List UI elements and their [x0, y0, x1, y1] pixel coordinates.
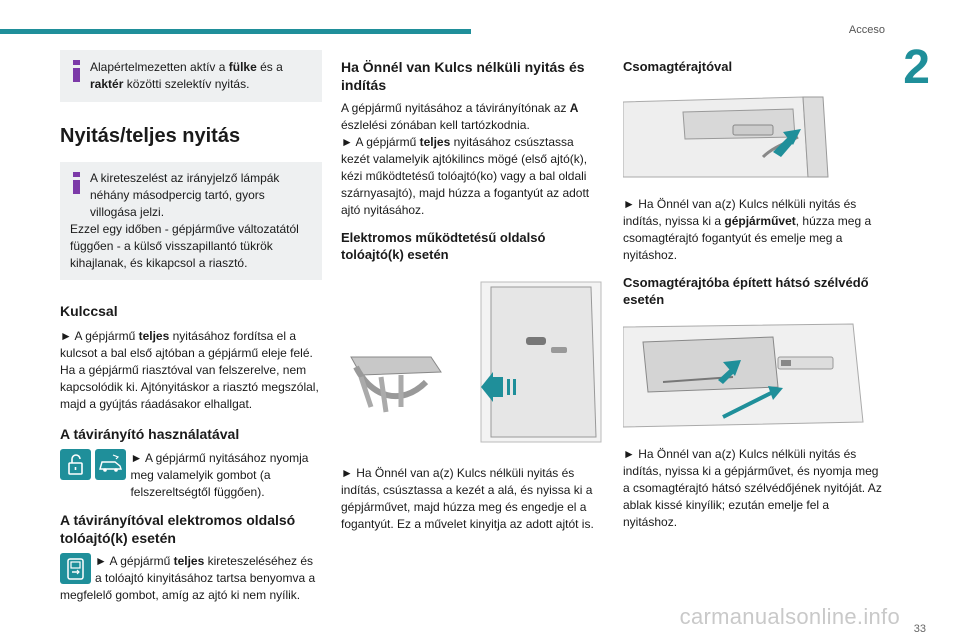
text-bold: gépjárművet — [724, 214, 796, 228]
info-icon — [70, 172, 84, 194]
column-middle — [341, 58, 603, 533]
electric-door-paragraph: ► Ha Önnél van a(z) Kulcs nélküli nyitás és indítás, csúsztassa a kezét a alá, és nyissa ki a gépjárművet, majd húzza meg és engedje el a fogantyút. Ez a művelet kinyitja az adott ajtót is. — [341, 466, 594, 531]
text: ► A gépjármű — [95, 554, 174, 568]
note-text: közötti szelektív nyitás. — [123, 77, 250, 91]
van-key-icon — [95, 449, 126, 480]
note-text: és a — [256, 60, 283, 74]
chapter-number: 2 — [903, 41, 930, 94]
heading-opening: Nyitás/teljes nyitás — [60, 125, 241, 147]
column-right — [623, 58, 885, 531]
note-text-2: Ezzel egy időben - gépjárműve változatától függően - a külső visszapillantó tükrök kihajlanak, és kikapcsol a riasztó. — [70, 222, 299, 270]
text-bold: A — [569, 101, 579, 115]
tailgate-paragraph — [623, 196, 885, 264]
info-icon — [70, 60, 84, 82]
text: nyitásához fordítsa el a kulcsot a bal első ajtóban a gépjármű eleje felé. — [60, 329, 313, 360]
watermark: carmanualsonline.info — [679, 604, 900, 629]
column-left — [60, 50, 322, 604]
remote-electric-paragraph — [60, 553, 322, 604]
text: ► Ha Önnél van a(z) Kulcs nélküli nyitás és indítás, nyissa ki a — [623, 197, 857, 228]
heading-remote-electric: A távirányítóval elektromos oldalsó tolóajtó(k) esetén — [60, 512, 296, 546]
page-number: 33 — [913, 623, 926, 635]
info-note-unlock — [60, 162, 322, 280]
figure-tailgate — [623, 87, 885, 182]
heading-rear-window: Csomagtérajtóba épített hátsó szélvédő esetén — [623, 275, 869, 307]
heading-key: Kulccsal — [60, 303, 118, 319]
info-note-selective — [60, 50, 322, 102]
figure-sliding-door — [341, 277, 603, 447]
text: kireteszeléséhez és a tolóajtó kinyitásához tartsa benyomva a megfelelő gombot, amíg az ajtó ki nem nyílik. — [60, 554, 316, 602]
note-bold: fülke — [228, 60, 257, 74]
text-bold: teljes — [173, 554, 205, 568]
text: ► A gépjármű — [341, 135, 420, 149]
heading-tailgate: Csomagtérajtóval — [623, 59, 733, 74]
text: nyitásához csúsztassa kezét valamelyik ajtókilincs mögé (első ajtó(k), kézi működtetésű tolóajtó(ko) vagy a bal oldali szárnyasajtó), majd húzza a fogantyút az adott ajtó nyitásához. — [341, 135, 590, 217]
remote-row — [60, 449, 322, 501]
sliding-door-icon — [60, 553, 91, 584]
note-text: A kireteszelést az irányjelző lámpák néhány másodpercig tartó, gyors villogása jelzi. — [90, 171, 280, 219]
keyless-paragraph-1 — [341, 100, 603, 134]
text-bold: teljes — [419, 135, 451, 149]
keyless-paragraph-2 — [341, 134, 603, 219]
text: észlelési zónában kell tartózkodnia. — [341, 118, 530, 132]
section-title: Acceso — [848, 24, 885, 36]
note-text: Alapértelmezetten aktív a — [90, 60, 229, 74]
remote-paragraph: ► A gépjármű nyitásához nyomja meg valamelyik gombot (a felszereltségtől függően). — [130, 451, 309, 499]
note-bold: raktér — [90, 77, 124, 91]
key-paragraph-2: Ha a gépjármű riasztóval van felszerelve, nem kapcsolódik ki. Ajtónyitáskor a riasztó megszólal, majd a gyújtás ráadásakor elhallgat. — [60, 363, 319, 411]
subheading-electric-door: Elektromos működtetésű oldalsó tolóajtó(k) esetén — [341, 230, 546, 262]
text-bold: teljes — [138, 329, 170, 343]
header-accent-bar — [0, 29, 471, 34]
text: A gépjármű nyitásához a távirányítónak az — [341, 101, 570, 115]
rear-window-paragraph: ► Ha Önnél van a(z) Kulcs nélküli nyitás és indítás, nyissa ki a gépjárművet, és nyomja meg a csomagtérajtó hátsó szélvédőjének nyitóját. Az ablak kissé kinyílik; ezután emelje fel a nyitáshoz. — [623, 447, 882, 529]
text: , húzza meg a csomagtérajtó fogantyút és emelje meg a nyitáshoz. — [623, 214, 872, 262]
figure-rear-window — [623, 322, 885, 432]
heading-remote: A távirányító használatával — [60, 426, 240, 442]
remote-electric-row — [60, 553, 322, 604]
heading-keyless: Ha Önnél van Kulcs nélküli nyitás és indítás — [341, 59, 585, 93]
text: ► A gépjármű — [60, 329, 139, 343]
padlock-open-icon — [60, 449, 91, 480]
key-paragraph — [60, 328, 322, 362]
